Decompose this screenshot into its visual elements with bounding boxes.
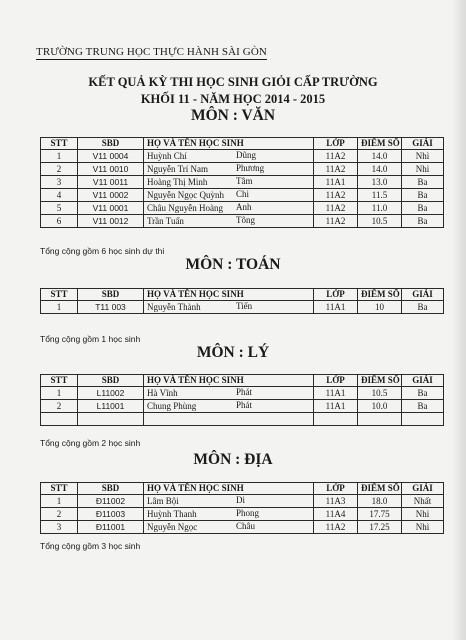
cell-diem: 10.0 — [358, 400, 402, 413]
cell-stt: 5 — [41, 202, 78, 215]
table-row — [41, 400, 444, 413]
cell-diem: 10.5 — [358, 215, 402, 228]
cell-giai: Ba — [402, 202, 444, 215]
cell-sbd: Đ11002 — [78, 495, 144, 508]
header-giai: GIẢI — [402, 289, 444, 301]
cell-student-name — [144, 163, 314, 176]
cell-stt: 4 — [41, 189, 78, 202]
student-first-name: Châu Nguyễn Hoàng — [147, 202, 223, 213]
table-row — [41, 301, 444, 314]
header-lop: LỚP — [314, 289, 358, 301]
cell-stt: 3 — [41, 176, 78, 189]
cell-lop: 11A1 — [314, 301, 358, 314]
student-first-name: Hoàng Thị Minh — [147, 176, 208, 187]
cell-lop: 11A4 — [314, 508, 358, 521]
document-title: KẾT QUẢ KỲ THI HỌC SINH GIỎI CẤP TRƯỜNG — [88, 75, 378, 89]
cell-lop: 11A2 — [314, 202, 358, 215]
table-row — [41, 163, 444, 176]
cell-sbd: L11002 — [78, 387, 144, 400]
cell-student-name — [144, 495, 314, 508]
student-first-name: Lâm Bội — [147, 495, 179, 506]
student-last-name: Phương — [236, 163, 265, 173]
header-lop: LỚP — [314, 138, 358, 150]
subject-heading-ly: MÔN : LÝ — [196, 344, 270, 361]
cell-giai: Nhì — [402, 163, 444, 176]
cell-student-name — [144, 150, 314, 163]
cell-student-name — [144, 215, 314, 228]
cell-stt: 3 — [41, 521, 78, 534]
header-diem: ĐIỂM SỐ — [358, 375, 402, 387]
cell-stt: 1 — [41, 387, 78, 400]
cell-stt: 1 — [41, 150, 78, 163]
student-first-name: Hà Vĩnh — [147, 387, 178, 398]
header-sbd: SBD — [78, 483, 144, 495]
student-last-name: Tông — [236, 215, 255, 225]
cell-lop: 11A1 — [314, 176, 358, 189]
header-giai: GIẢI — [402, 375, 444, 387]
cell-sbd: V11 0011 — [78, 176, 144, 189]
cell-lop: 11A1 — [314, 387, 358, 400]
student-first-name: Chung Phùng — [147, 400, 197, 411]
cell-sbd: Đ11001 — [78, 521, 144, 534]
cell-sbd: V11 0012 — [78, 215, 144, 228]
student-first-name: Huỳnh Chí — [147, 150, 187, 161]
cell-student-name — [144, 400, 314, 413]
student-first-name: Nguyễn Trí Nam — [147, 163, 209, 174]
student-first-name: Nguyễn Ngọc Quỳnh — [147, 189, 224, 200]
header-sbd: SBD — [78, 138, 144, 150]
cell-diem: 13.0 — [358, 176, 402, 189]
header-lop: LỚP — [314, 483, 358, 495]
table-row — [41, 150, 444, 163]
cell-giai: Ba — [402, 215, 444, 228]
cell-diem: 14.0 — [358, 150, 402, 163]
header-name: HỌ VÀ TÊN HỌC SINH — [144, 138, 314, 150]
cell-stt: 6 — [41, 215, 78, 228]
cell-lop: 11A2 — [314, 189, 358, 202]
cell-giai: Nhất — [402, 495, 444, 508]
cell-giai: Ba — [402, 301, 444, 314]
table-row — [41, 189, 444, 202]
cell-stt: 2 — [41, 508, 78, 521]
student-last-name: Di — [236, 495, 245, 505]
student-last-name: Tâm — [236, 176, 253, 186]
table-row — [41, 176, 444, 189]
header-diem: ĐIỂM SỐ — [358, 483, 402, 495]
student-last-name: Chi — [236, 189, 250, 199]
cell-giai: Ba — [402, 400, 444, 413]
cell-lop: 11A2 — [314, 521, 358, 534]
cell-student-name — [144, 387, 314, 400]
cell-diem: 18.0 — [358, 495, 402, 508]
summary-ly: Tổng cộng gồm 2 học sinh — [40, 438, 141, 448]
cell-student-name — [144, 301, 314, 314]
header-giai: GIẢI — [402, 483, 444, 495]
cell-giai: Ba — [402, 387, 444, 400]
cell-sbd: V11 0002 — [78, 189, 144, 202]
cell-lop: 11A1 — [314, 400, 358, 413]
header-sbd: SBD — [78, 289, 144, 301]
cell-giai: Nhì — [402, 150, 444, 163]
cell-student-name — [144, 508, 314, 521]
header-diem: ĐIỂM SỐ — [358, 289, 402, 301]
header-lop: LỚP — [314, 375, 358, 387]
cell-lop: 11A3 — [314, 495, 358, 508]
table-row — [41, 387, 444, 400]
header-name: HỌ VÀ TÊN HỌC SINH — [144, 483, 314, 495]
student-last-name: Châu — [236, 521, 255, 531]
header-sbd: SBD — [78, 375, 144, 387]
results-table-ly — [40, 374, 444, 426]
results-table-dia — [40, 482, 444, 534]
header-name: HỌ VÀ TÊN HỌC SINH — [144, 375, 314, 387]
header-stt: STT — [41, 483, 78, 495]
table-row — [41, 495, 444, 508]
cell-student-name — [144, 189, 314, 202]
student-last-name: Phát — [236, 400, 253, 410]
cell-stt: 1 — [41, 301, 78, 314]
student-first-name: Huỳnh Thanh — [147, 508, 197, 519]
cell-diem: 14.0 — [358, 163, 402, 176]
student-last-name: Dũng — [236, 150, 256, 160]
cell-stt: 1 — [41, 495, 78, 508]
cell-lop: 11A2 — [314, 163, 358, 176]
summary-dia: Tổng cộng gồm 3 học sinh — [40, 541, 141, 551]
student-first-name: Nguyễn Ngọc — [147, 521, 198, 532]
student-last-name: Phong — [236, 508, 260, 518]
cell-student-name — [144, 521, 314, 534]
cell-giai: Nhì — [402, 508, 444, 521]
student-first-name: Trần Tuấn — [147, 215, 184, 226]
summary-van: Tổng cộng gồm 6 học sinh dự thi — [40, 246, 165, 256]
student-first-name: Nguyễn Thành — [147, 301, 201, 312]
header-stt: STT — [41, 289, 78, 301]
school-name: TRƯỜNG TRUNG HỌC THỰC HÀNH SÀI GÒN — [36, 46, 267, 58]
cell-stt: 2 — [41, 163, 78, 176]
cell-diem: 10 — [358, 301, 402, 314]
cell-lop: 11A2 — [314, 215, 358, 228]
cell-diem: 11.5 — [358, 189, 402, 202]
table-row — [41, 521, 444, 534]
cell-sbd: L11001 — [78, 400, 144, 413]
header-stt: STT — [41, 375, 78, 387]
results-table-toan — [40, 288, 444, 314]
header-stt: STT — [41, 138, 78, 150]
cell-giai: Ba — [402, 189, 444, 202]
cell-sbd: Đ11003 — [78, 508, 144, 521]
cell-sbd: T11 003 — [78, 301, 144, 314]
cell-diem: 17.25 — [358, 521, 402, 534]
subject-heading-dia: MÔN : ĐỊA — [193, 451, 273, 468]
summary-toan: Tổng cộng gồm 1 học sinh — [40, 334, 141, 344]
table-row — [41, 508, 444, 521]
cell-student-name — [144, 202, 314, 215]
document-subtitle: KHỐI 11 - NĂM HỌC 2014 - 2015 — [140, 92, 326, 106]
table-row — [41, 215, 444, 228]
empty-row — [41, 413, 444, 426]
header-diem: ĐIỂM SỐ — [358, 138, 402, 150]
cell-stt: 2 — [41, 400, 78, 413]
header-name: HỌ VÀ TÊN HỌC SINH — [144, 289, 314, 301]
student-last-name: Anh — [236, 202, 252, 212]
student-last-name: Phát — [236, 387, 253, 397]
cell-diem: 10.5 — [358, 387, 402, 400]
student-last-name: Tiến — [236, 301, 253, 311]
cell-diem: 17.75 — [358, 508, 402, 521]
cell-lop: 11A2 — [314, 150, 358, 163]
cell-diem: 11.0 — [358, 202, 402, 215]
cell-giai: Ba — [402, 176, 444, 189]
subject-heading-van: MÔN : VĂN — [190, 107, 276, 124]
cell-student-name — [144, 176, 314, 189]
cell-sbd: V11 0001 — [78, 202, 144, 215]
header-giai: GIẢI — [402, 138, 444, 150]
cell-sbd: V11 0010 — [78, 163, 144, 176]
subject-heading-toan: MÔN : TOÁN — [185, 256, 281, 273]
cell-sbd: V11 0004 — [78, 150, 144, 163]
table-row — [41, 202, 444, 215]
results-table-van — [40, 137, 444, 228]
cell-giai: Nhì — [402, 521, 444, 534]
